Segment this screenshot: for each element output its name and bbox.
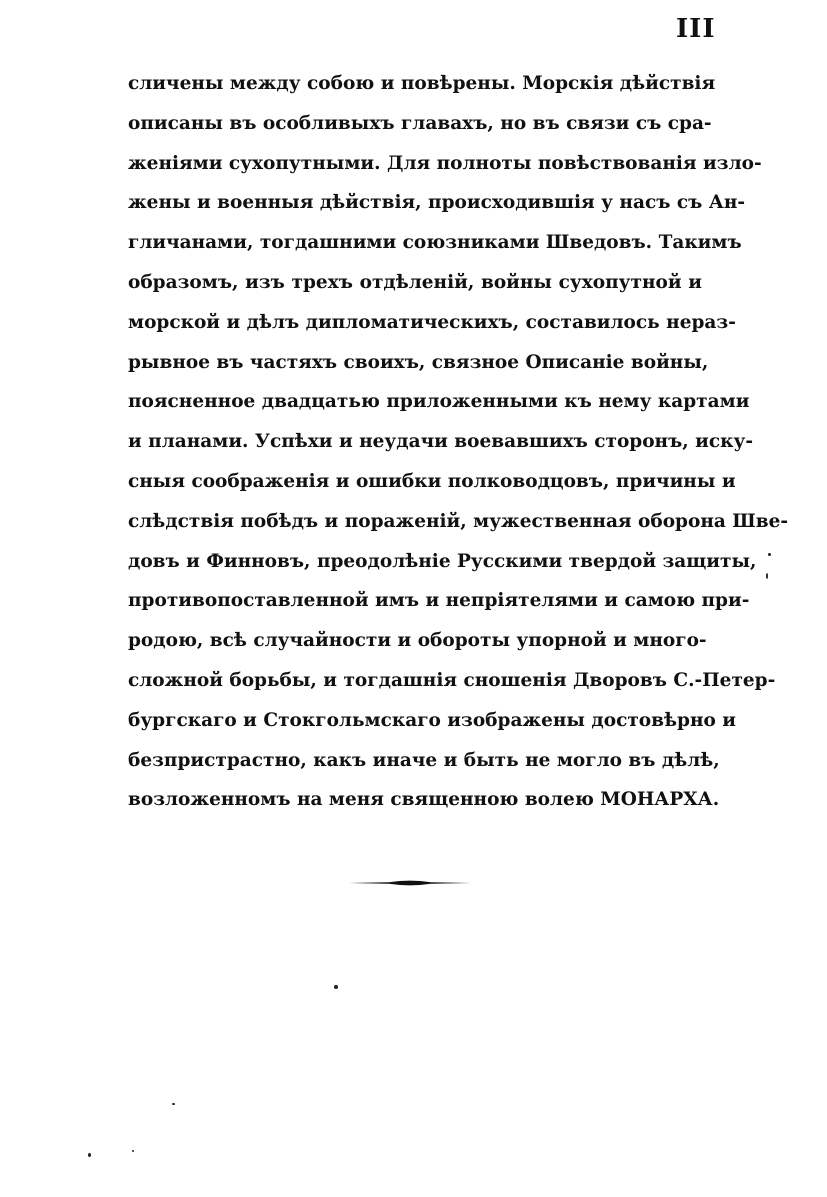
- text-line: образомъ, изъ трехъ отдѣленій, войны сухопутной и: [128, 271, 702, 293]
- print-speck: [334, 985, 338, 989]
- text-line: противопоставленной имъ и непріятелями и самою при-: [128, 590, 750, 612]
- print-speck: [766, 573, 768, 579]
- text-line: и планами. Успѣхи и неудачи воевавшихъ сторонъ, иску-: [128, 431, 754, 453]
- text-line: морской и дѣлъ дипломатическихъ, составилось нераз-: [128, 311, 736, 333]
- text-line: рывное въ частяхъ своихъ, связное Описаніе войны,: [128, 351, 709, 373]
- text-line: довъ и Финновъ, преодолѣніе Русскими твердой защиты,: [128, 550, 757, 572]
- print-speck: [88, 1153, 91, 1157]
- text-line: жены и военныя дѣйствія, происходившія у насъ съ Ан-: [128, 192, 746, 214]
- text-line: описаны въ особливыхъ главахъ, но въ связи съ сра-: [128, 112, 712, 134]
- page-number: III: [676, 14, 716, 44]
- text-line: сличены между собою и повѣрены. Морскія дѣйствія: [128, 73, 716, 94]
- text-line: бургскаго и Стокгольмскаго изображены достовѣрно и: [128, 709, 736, 731]
- text-line: женіями сухопутными. Для полноты повѣствованія изло-: [128, 152, 762, 174]
- print-speck: [132, 1150, 134, 1152]
- print-speck: [172, 1103, 175, 1105]
- print-speck: [768, 553, 771, 556]
- body-text: [128, 64, 789, 820]
- text-line: поясненное двадцатью приложенными къ нему картами: [128, 391, 750, 413]
- text-line: слѣдствія побѣдъ и пораженій, мужественная оборона Шве-: [128, 510, 789, 532]
- text-line: гличанами, тогдашними союзниками Шведовъ. Такимъ: [128, 232, 742, 254]
- tapered-rule-ornament-icon: [349, 878, 471, 888]
- text-line: безпристрастно, какъ иначе и быть не могло въ дѣлѣ,: [128, 749, 720, 771]
- text-line: сныя соображенія и ошибки полководцовъ, причины и: [128, 470, 736, 492]
- text-line: родою, всѣ случайности и обороты упорной и много-: [128, 630, 707, 652]
- text-line: сложной борьбы, и тогдашнія сношенія Дворовъ С.-Петер-: [128, 669, 776, 691]
- text-line-last: возложенномъ на меня священною волею МОНАРХА.: [128, 789, 720, 811]
